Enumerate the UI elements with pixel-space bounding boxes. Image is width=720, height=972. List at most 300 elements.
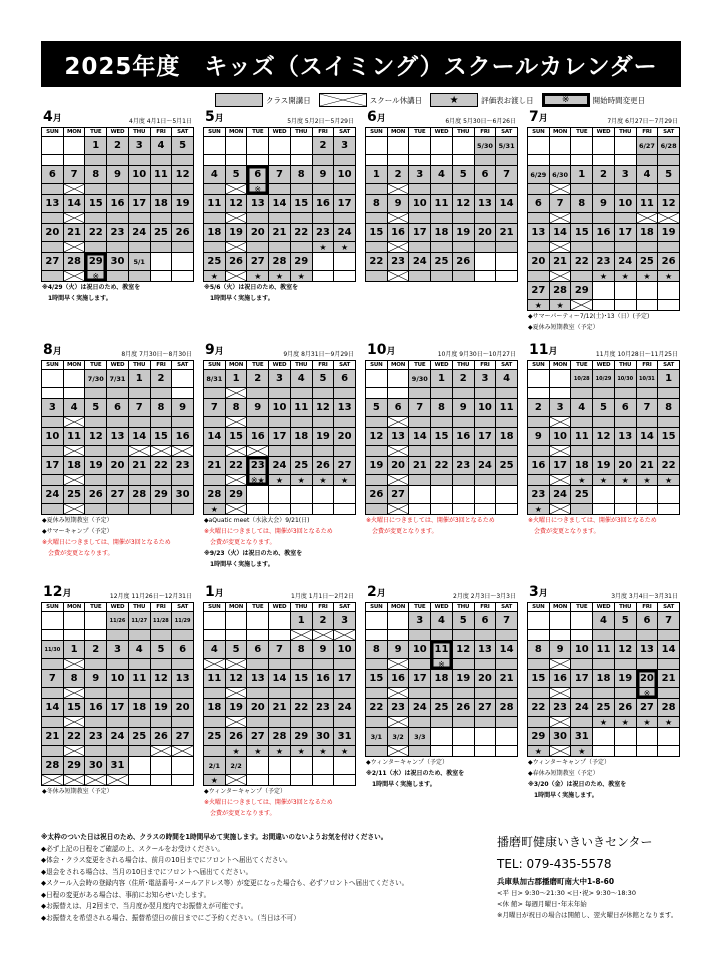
day-cell: 20 [528, 253, 550, 271]
day-cell: 24 [571, 699, 593, 717]
day-cell: 1 [85, 137, 107, 155]
day-cell: 6 [475, 166, 497, 184]
day-status [409, 688, 431, 699]
month-header [203, 584, 356, 603]
day-cell: 2 [313, 612, 335, 630]
day-status [409, 184, 431, 195]
day-cell: 12 [85, 428, 107, 446]
month-grid [41, 603, 194, 786]
day-cell: 23 [550, 699, 572, 717]
month-grid [41, 361, 194, 515]
day-cell: 14 [637, 428, 659, 446]
day-status [334, 775, 356, 786]
day-cell: 21 [269, 699, 291, 717]
weekday-header: MON [226, 128, 248, 137]
cross-icon [226, 504, 248, 515]
day-status [107, 717, 129, 728]
day-status [550, 630, 572, 641]
day-cell: 30 [85, 757, 107, 775]
day-cell: 3 [409, 166, 431, 184]
day-status [593, 417, 615, 428]
day-status [129, 475, 151, 486]
day-cell: 13 [42, 195, 64, 213]
day-status [151, 155, 173, 166]
day-status [593, 446, 615, 457]
day-status [615, 184, 637, 195]
day-cell: 3 [409, 612, 431, 630]
legend-class-label: クラス開講日 [266, 95, 311, 105]
month-12 [41, 584, 194, 797]
day-cell: 9 [453, 399, 475, 417]
day-status [453, 155, 475, 166]
day-status [366, 475, 388, 486]
day-cell: 3 [550, 399, 572, 417]
day-status [571, 717, 593, 728]
day-status [204, 417, 226, 428]
day-cell: 15 [64, 699, 86, 717]
month-name [43, 110, 62, 126]
day-cell: 13 [528, 224, 550, 242]
day-cell: 2 [151, 370, 173, 388]
day-status [129, 504, 151, 515]
month-range: 4月度 4月1日～5月1日 [129, 118, 192, 125]
weekday-header: TUE [247, 603, 269, 612]
month-note: 1時間早く実施します。 [48, 295, 112, 302]
day-cell: 25 [496, 457, 518, 475]
day-status [42, 688, 64, 699]
day-status [637, 300, 659, 311]
day-status [409, 213, 431, 224]
day-status [475, 446, 497, 457]
weekday-header: WED [431, 361, 453, 370]
day-status [151, 184, 173, 195]
day-cell: 24 [334, 699, 356, 717]
weekday-header: WED [107, 128, 129, 137]
day-cell: 1 [226, 370, 248, 388]
day-cell: 19 [313, 428, 335, 446]
day-cell: 11 [431, 195, 453, 213]
weekday-header: TUE [85, 361, 107, 370]
day-status [431, 388, 453, 399]
day-cell: 21 [409, 457, 431, 475]
day-status [151, 775, 173, 786]
day-status [658, 688, 680, 699]
weekday-header: WED [593, 603, 615, 612]
day-cell: 26 [453, 253, 475, 271]
month-note: ◆冬休み短期教室（予定） [42, 788, 113, 795]
day-cell: 23 [593, 253, 615, 271]
day-cell: 24 [550, 486, 572, 504]
legend-change-label: 開始時間変更日 [592, 95, 646, 105]
day-status [247, 688, 269, 699]
day-status [637, 184, 659, 195]
cross-icon [313, 630, 335, 641]
day-status [528, 271, 550, 282]
cross-icon [226, 388, 248, 399]
month-suffix: 月 [376, 589, 386, 599]
weekday-header: SUN [366, 361, 388, 370]
day-cell: 26 [615, 699, 637, 717]
cross-icon [64, 717, 86, 728]
month-name [529, 585, 548, 601]
day-cell: 28 [550, 282, 572, 300]
cross-icon [291, 630, 313, 641]
day-cell: 24 [475, 457, 497, 475]
month-number: 4 [43, 109, 53, 125]
weekday-header: FRI [313, 361, 335, 370]
day-cell [475, 486, 497, 504]
day-cell: 1 [64, 641, 86, 659]
day-cell: 20 [334, 428, 356, 446]
weekday-header: SUN [204, 603, 226, 612]
day-status [431, 746, 453, 757]
cross-icon [226, 242, 248, 253]
day-status [172, 659, 194, 670]
star-icon: ★ [204, 271, 226, 282]
weekday-header: FRI [475, 603, 497, 612]
day-cell: 7/31 [107, 370, 129, 388]
day-cell: 4 [204, 641, 226, 659]
month-number: 12 [43, 584, 63, 600]
weekday-header: SAT [496, 603, 518, 612]
day-status [85, 688, 107, 699]
cross-icon [550, 242, 572, 253]
weekday-header: FRI [637, 361, 659, 370]
month-notes [41, 786, 194, 797]
day-cell: 7 [658, 612, 680, 630]
cross-icon [226, 717, 248, 728]
day-cell [593, 137, 615, 155]
day-cell: 24 [409, 699, 431, 717]
day-cell: 2 [528, 399, 550, 417]
day-cell [247, 612, 269, 630]
month-note: ※火曜日につきましては、開催が3回となるため [42, 539, 171, 546]
day-cell: 26 [453, 699, 475, 717]
day-cell: 27 [388, 486, 410, 504]
day-cell: 17 [334, 195, 356, 213]
cross-icon [550, 688, 572, 699]
day-status [571, 388, 593, 399]
day-cell: 26 [151, 728, 173, 746]
day-cell: 25 [64, 486, 86, 504]
day-cell: 22 [226, 457, 248, 475]
day-cell: 28 [269, 728, 291, 746]
month-header [365, 109, 518, 128]
day-status [637, 746, 659, 757]
legend-class-day [215, 93, 311, 107]
day-status [658, 388, 680, 399]
cross-icon [64, 417, 86, 428]
day-cell: 17 [42, 457, 64, 475]
day-status [129, 271, 151, 282]
day-cell [637, 282, 659, 300]
day-cell: 6/29 [528, 166, 550, 184]
day-cell: 19 [453, 670, 475, 688]
day-cell: 22 [291, 224, 313, 242]
day-cell: 15 [151, 428, 173, 446]
day-cell: 22 [85, 224, 107, 242]
day-cell: 6/27 [637, 137, 659, 155]
day-status [409, 504, 431, 515]
day-status [637, 504, 659, 515]
cross-icon [550, 746, 572, 757]
day-cell: 10/30 [615, 370, 637, 388]
month-note: ◆夏休み短期教室（予定） [42, 517, 113, 524]
day-cell: 18 [593, 670, 615, 688]
day-status [593, 213, 615, 224]
day-status [64, 630, 86, 641]
day-cell: 24 [334, 224, 356, 242]
day-status [453, 417, 475, 428]
day-cell: 11 [64, 428, 86, 446]
day-status [172, 388, 194, 399]
day-status [475, 688, 497, 699]
day-cell [615, 728, 637, 746]
month-notes [203, 786, 356, 819]
day-status [334, 155, 356, 166]
cross-icon [550, 504, 572, 515]
footer-note: ◆お振替えは、月2回まで、当月度か翌月度内でお振替えが可能です。 [41, 902, 248, 910]
day-status [496, 746, 518, 757]
day-cell: 4 [431, 612, 453, 630]
day-status [269, 717, 291, 728]
month-suffix: 月 [376, 114, 386, 124]
day-status [107, 271, 129, 282]
day-status [593, 630, 615, 641]
day-cell: 5/30 [475, 137, 497, 155]
day-cell: 11 [204, 670, 226, 688]
day-status [85, 475, 107, 486]
day-status [204, 746, 226, 757]
month-note: 1時間早く実施します。 [210, 295, 274, 302]
star-icon: ★ [658, 271, 680, 282]
day-cell: 9/30 [409, 370, 431, 388]
day-status [85, 717, 107, 728]
month-6 [365, 109, 518, 282]
month-number: 5 [205, 109, 215, 125]
weekday-header: WED [107, 603, 129, 612]
day-cell [550, 370, 572, 388]
day-cell: 27 [42, 253, 64, 271]
day-cell: 22 [366, 253, 388, 271]
weekday-header: SUN [528, 361, 550, 370]
day-status [615, 630, 637, 641]
day-cell: 24 [409, 253, 431, 271]
day-cell [313, 253, 335, 271]
day-status [151, 630, 173, 641]
month-header [365, 342, 518, 361]
day-status [42, 271, 64, 282]
day-cell: 12 [658, 195, 680, 213]
day-cell: 12 [453, 641, 475, 659]
cross-icon [64, 688, 86, 699]
day-cell: 7 [637, 399, 659, 417]
month-suffix: 月 [538, 114, 548, 124]
day-status [129, 688, 151, 699]
day-status [528, 717, 550, 728]
month-note: ※3/20（金）は祝日のため、教室を [528, 781, 627, 788]
day-cell: 14 [129, 428, 151, 446]
day-cell: 13 [475, 195, 497, 213]
day-cell: 12 [593, 428, 615, 446]
day-cell [431, 137, 453, 155]
day-status [334, 271, 356, 282]
cross-icon [550, 446, 572, 457]
day-cell: 11 [151, 166, 173, 184]
day-cell: 29 [571, 282, 593, 300]
day-status [204, 688, 226, 699]
day-status [475, 504, 497, 515]
day-status [247, 630, 269, 641]
day-status [496, 417, 518, 428]
day-status [291, 688, 313, 699]
month-note: ◆夏休み短期教室（予定） [528, 324, 599, 331]
day-cell [151, 757, 173, 775]
month-suffix: 月 [214, 114, 224, 124]
day-cell [593, 486, 615, 504]
day-cell: 12 [172, 166, 194, 184]
month-number: 1 [205, 584, 215, 600]
day-status [453, 184, 475, 195]
star-icon: ※★ [247, 475, 269, 486]
cross-icon [550, 717, 572, 728]
day-status [107, 184, 129, 195]
star-icon: ★ [571, 746, 593, 757]
day-status [453, 388, 475, 399]
day-status [334, 688, 356, 699]
day-status [291, 446, 313, 457]
day-cell [269, 486, 291, 504]
day-status [593, 184, 615, 195]
day-cell: 6/30 [550, 166, 572, 184]
cross-icon [64, 271, 86, 282]
day-status [571, 504, 593, 515]
cross-icon [658, 213, 680, 224]
day-status [204, 630, 226, 641]
day-status [593, 155, 615, 166]
day-cell: 16 [453, 428, 475, 446]
day-status [172, 630, 194, 641]
month-grid [41, 128, 194, 282]
day-cell: 3/1 [366, 728, 388, 746]
day-cell: 22 [571, 253, 593, 271]
day-status [615, 688, 637, 699]
day-cell: 6 [42, 166, 64, 184]
weekday-header: FRI [475, 361, 497, 370]
day-cell: 13 [334, 399, 356, 417]
footer-note: ◆スクール入会時の登録内容（住所･電話番号･メールアドレス等）が変更になった場合も、必ずフロントへ届出てください。 [41, 879, 409, 887]
cross-icon [64, 775, 86, 786]
day-cell: 25 [637, 253, 659, 271]
day-status [172, 242, 194, 253]
weekday-header: SUN [42, 361, 64, 370]
day-cell: 15 [226, 428, 248, 446]
weekday-header: FRI [637, 603, 659, 612]
month-range: 3月度 3月4日～3月31日 [611, 593, 678, 600]
day-cell [64, 370, 86, 388]
legend [215, 92, 653, 108]
month-header [41, 342, 194, 361]
day-status [129, 213, 151, 224]
star-icon: ★ [528, 300, 550, 311]
day-status [431, 688, 453, 699]
month-header [203, 342, 356, 361]
day-status [85, 659, 107, 670]
weekday-header: SAT [658, 361, 680, 370]
day-status [431, 504, 453, 515]
month-9 [203, 342, 356, 570]
day-cell: 14 [64, 195, 86, 213]
day-cell: 29 [226, 486, 248, 504]
day-status [291, 155, 313, 166]
weekday-header: SAT [496, 128, 518, 137]
star-icon: ★ [334, 242, 356, 253]
footer-note: ※太枠のついた日は祝日のため、クラスの時間を1時間早めて実施します。お間違いのないようお気を付けください。 [41, 833, 388, 841]
day-cell: 21 [42, 728, 64, 746]
day-cell: 18 [151, 195, 173, 213]
weekday-header: SUN [42, 603, 64, 612]
weekday-header: MON [64, 361, 86, 370]
day-cell: 7 [550, 195, 572, 213]
day-cell: 23 [388, 699, 410, 717]
day-cell: 27 [107, 486, 129, 504]
month-number: 7 [529, 109, 539, 125]
day-status [528, 155, 550, 166]
day-cell: 2 [107, 137, 129, 155]
day-cell: 30 [550, 728, 572, 746]
day-cell: 17 [571, 670, 593, 688]
day-status [637, 659, 659, 670]
star-icon: ★ [269, 475, 291, 486]
day-cell: 25 [151, 224, 173, 242]
day-cell: 3 [615, 166, 637, 184]
day-status [85, 446, 107, 457]
month-note: ※2/11（水）は祝日のため、教室を [366, 770, 465, 777]
day-cell: 7 [496, 166, 518, 184]
day-cell: 24 [107, 728, 129, 746]
day-status [453, 475, 475, 486]
day-cell: 18 [291, 428, 313, 446]
day-status [571, 446, 593, 457]
day-cell [42, 612, 64, 630]
center-closed: <休 館> 毎週月曜日･年末年始 [497, 900, 587, 908]
day-status [496, 504, 518, 515]
day-cell: 29 [85, 253, 107, 271]
center-hours: <平 日> 9:30～21:30 <日･祝> 9:30～18:30 [497, 889, 636, 897]
month-header [41, 109, 194, 128]
day-cell: 26 [172, 224, 194, 242]
day-status [409, 388, 431, 399]
star-icon: ★ [291, 475, 313, 486]
weekday-header: TUE [85, 128, 107, 137]
weekday-header: THU [291, 603, 313, 612]
day-cell [172, 757, 194, 775]
month-range: 2月度 2月3日～3月3日 [453, 593, 516, 600]
day-cell: 19 [226, 699, 248, 717]
month-number: 10 [367, 342, 387, 358]
day-cell: 9 [528, 428, 550, 446]
day-cell: 22 [151, 457, 173, 475]
day-status [151, 271, 173, 282]
day-status [658, 746, 680, 757]
day-status [409, 659, 431, 670]
month-grid [365, 603, 518, 757]
month-suffix: 月 [386, 347, 396, 357]
day-status [366, 184, 388, 195]
day-cell: 11 [129, 670, 151, 688]
day-cell: 17 [409, 670, 431, 688]
day-cell [291, 757, 313, 775]
